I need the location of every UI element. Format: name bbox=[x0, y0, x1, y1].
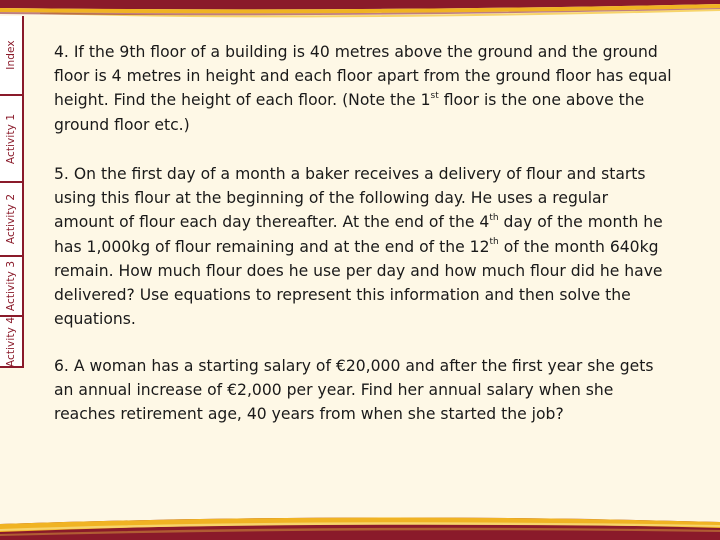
tab-activity-3-label: Activity 3 bbox=[5, 260, 17, 312]
question-5-sup-1: th bbox=[489, 213, 499, 224]
question-5-text-part1: 5. On the first day of a month a baker receives a delivery of flour and starts using this flour at the beginning of the following day. He uses a regular amount of flour each day thereafter. At the end of the 4 bbox=[54, 165, 646, 232]
question-4-sup: st bbox=[430, 91, 439, 102]
tab-activity-1[interactable] bbox=[0, 96, 22, 183]
question-5-text-part2: day of the month he has 1,000kg of flour remaining and at the end of the 12 bbox=[54, 213, 663, 256]
tab-activity-3[interactable] bbox=[0, 257, 22, 317]
question-4-text-part1: 4. If the 9th floor of a building is 40 metres above the ground and the ground floor is 4 metres in height and each floor apart from the ground floor has equal height. Find the height of each floor. (Note the 1 bbox=[54, 43, 672, 110]
tab-activity-2[interactable] bbox=[0, 183, 22, 257]
tab-index-label: Index bbox=[5, 40, 17, 70]
question-4-text-part2: floor is the one above the ground floor etc.) bbox=[54, 91, 645, 134]
question-4 bbox=[54, 40, 672, 137]
tab-activity-1-label: Activity 1 bbox=[5, 113, 17, 164]
question-5-text-part3: of the month 640kg remain. How much flour does he use per day and how much flour did he have delivered? Use equations to represent this information and then solve the equations. bbox=[54, 237, 663, 329]
question-5 bbox=[54, 162, 672, 331]
question-6 bbox=[54, 354, 672, 427]
bottom-decorative-band bbox=[0, 510, 720, 540]
tab-index[interactable] bbox=[0, 16, 22, 96]
tab-activity-2-label: Activity 2 bbox=[5, 193, 17, 245]
tab-activity-4-label: Activity 4 bbox=[5, 316, 17, 367]
tab-activity-4[interactable] bbox=[0, 317, 22, 368]
top-decorative-band bbox=[0, 0, 720, 22]
question-6-text: 6. A woman has a starting salary of €20,000 and after the first year she gets an annual increase of €2,000 per year. Find her annual salary when she reaches retirement age, 40 years from when she started the job? bbox=[54, 357, 654, 424]
question-5-sup-2: th bbox=[489, 237, 499, 248]
sidebar-nav bbox=[0, 16, 24, 368]
